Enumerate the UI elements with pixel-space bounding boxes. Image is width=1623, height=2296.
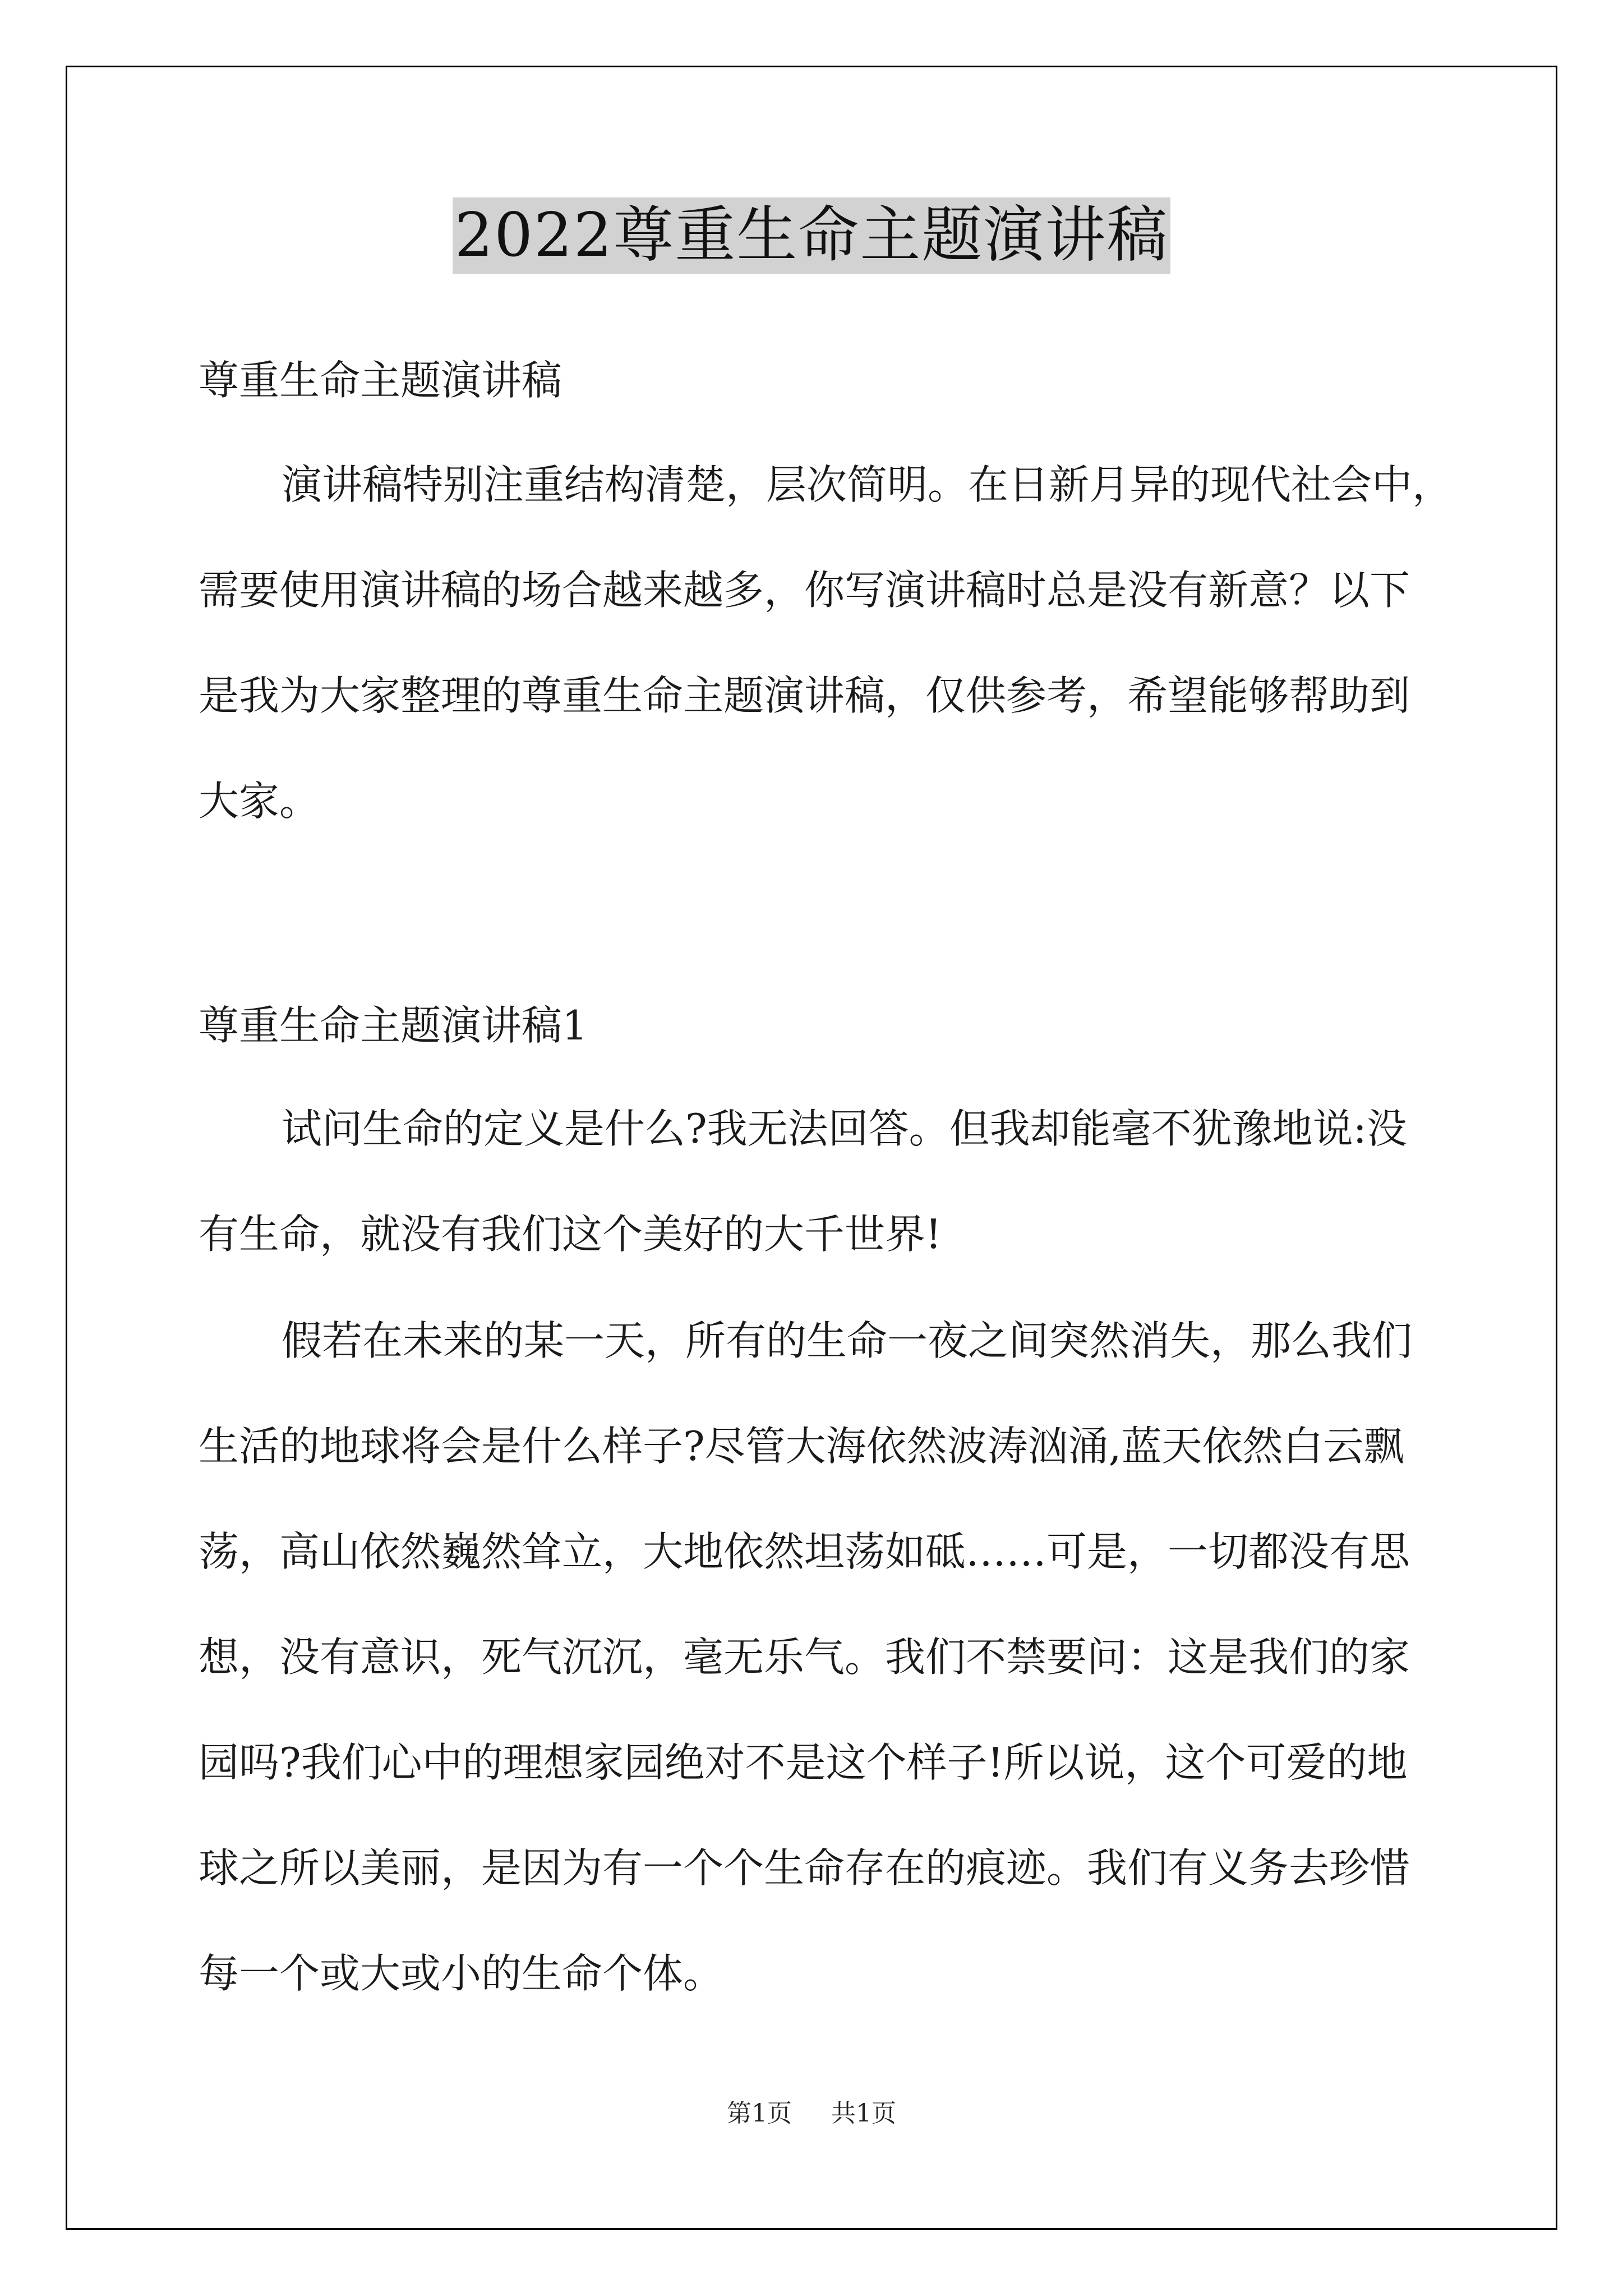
paragraph-line: 球之所以美丽，是因为有一个个生命存在的痕迹。我们有义务去珍惜 — [199, 1844, 1410, 1892]
section-heading: 尊重生命主题演讲稿1 — [199, 1002, 588, 1049]
title-container — [0, 197, 1623, 274]
document-title: 2022尊重生命主题演讲稿 — [453, 197, 1171, 274]
paragraph-2 — [199, 1288, 1432, 2026]
intro-paragraph — [199, 432, 1453, 854]
paragraph-line: 每一个或大或小的生命个体。 — [199, 1950, 724, 1997]
intro-line: 是我为大家整理的尊重生命主题演讲稿，仅供参考，希望能够帮助到 — [199, 672, 1410, 719]
paragraph-line: 荡，高山依然巍然耸立，大地依然坦荡如砥……可是，一切都没有思 — [199, 1528, 1410, 1575]
paragraph-line: 生活的地球将会是什么样子?尽管大海依然波涛汹涌,蓝天依然白云飘 — [199, 1423, 1404, 1470]
intro-line: 演讲稿特别注重结构清楚，层次简明。在日新月异的现代社会中， — [282, 461, 1453, 508]
paragraph-1 — [199, 1076, 1432, 1287]
intro-line: 大家。 — [199, 777, 320, 825]
paragraph-line: 想，没有意识，死气沉沉，毫无乐气。我们不禁要问：这是我们的家 — [199, 1634, 1410, 1681]
document-subtitle: 尊重生命主题演讲稿 — [199, 357, 562, 404]
intro-line: 需要使用演讲稿的场合越来越多，你写演讲稿时总是没有新意？以下 — [199, 567, 1410, 614]
paragraph-line: 园吗?我们心中的理想家园绝对不是这个样子!所以说，这个可爱的地 — [199, 1739, 1408, 1786]
paragraph-line: 有生命，就没有我们这个美好的大千世界! — [199, 1211, 942, 1258]
paragraph-line: 试问生命的定义是什么?我无法回答。但我却能毫不犹豫地说:没 — [282, 1105, 1407, 1152]
page-footer — [0, 2097, 1623, 2131]
page-total: 共1页 — [831, 2099, 896, 2128]
paragraph-line: 假若在未来的某一天，所有的生命一夜之间突然消失，那么我们 — [282, 1317, 1413, 1364]
page-number: 第1页 — [727, 2099, 792, 2128]
